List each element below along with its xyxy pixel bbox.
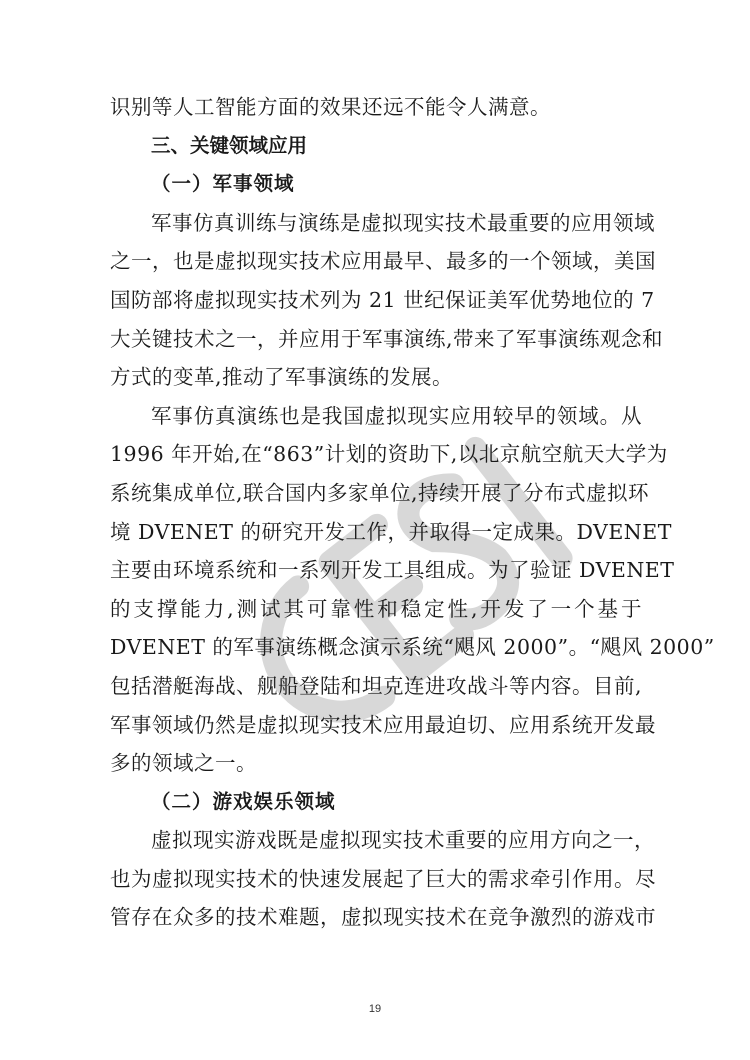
paragraph-line: 系统集成单位,联合国内多家单位,持续开展了分布式虚拟环 [110, 480, 650, 505]
paragraph-line: 也为虚拟现实技术的快速发展起了巨大的需求牵引作用。尽 [110, 866, 656, 891]
section-heading: 三、关键领域应用 [151, 133, 308, 157]
paragraph-line: 军事仿真演练也是我国虚拟现实应用较早的领域。从 [151, 403, 642, 428]
paragraph-line: 识别等人工智能方面的效果还远不能令人满意。 [110, 95, 551, 119]
paragraph-line: 管存在众多的技术难题，虚拟现实技术在竞争激烈的游戏市 [110, 905, 656, 930]
paragraph-line: 大关键技术之一，并应用于军事演练,带来了军事演练观念和 [110, 326, 664, 351]
page-number: 19 [368, 1003, 382, 1015]
paragraph-line: 国防部将虚拟现实技术列为 21 世纪保证美军优势地位的 7 [110, 287, 655, 312]
paragraph-line: 虚拟现实游戏既是虚拟现实技术重要的应用方向之一， [151, 828, 655, 853]
paragraph-line: 军事领域仍然是虚拟现实技术应用最迫切、应用系统开发最 [110, 712, 656, 737]
paragraph-line: 方式的变革,推动了军事演练的发展。 [110, 365, 454, 390]
paragraph-line: 之一，也是虚拟现实技术应用最早、最多的一个领域，美国 [110, 249, 656, 274]
paragraph-line: 包括潜艇海战、舰船登陆和坦克连进攻战斗等内容。目前, [110, 673, 643, 698]
paragraph-line: 的支撑能力,测试其可靠性和稳定性,开发了一个基于 [110, 596, 642, 621]
subsection-heading: （一）军事领域 [151, 172, 295, 196]
document-body [110, 88, 715, 937]
paragraph-line: 军事仿真训练与演练是虚拟现实技术最重要的应用领域 [151, 210, 655, 235]
paragraph-line: 主要由环境系统和一系列开发工具组成。为了验证 DVENET [110, 558, 675, 583]
paragraph-line: 多的领域之一。 [110, 751, 257, 776]
subsection-heading: （二）游戏娱乐领域 [151, 789, 336, 813]
paragraph-line: 境 DVENET 的研究开发工作，并取得一定成果。DVENET [110, 519, 672, 544]
paragraph-line: 1996 年开始,在“863”计划的资助下,以北京航空航天大学为 [110, 442, 668, 467]
paragraph-line: DVENET 的军事演练概念演示系统“飓风 2000”。“飓风 2000” [110, 635, 715, 660]
